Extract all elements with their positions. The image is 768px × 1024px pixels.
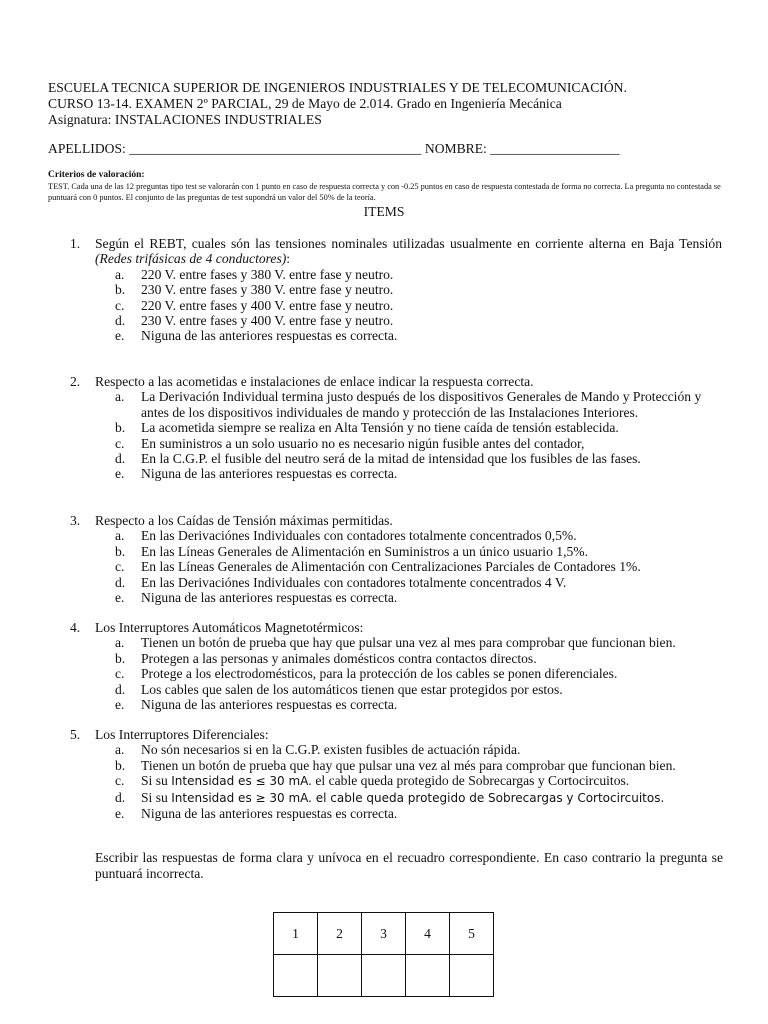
option-e: e. Niguna de las anteriores respuestas es correcta.	[115, 806, 398, 822]
option-e: e. Niguna de las anteriores respuestas es correcta.	[115, 466, 398, 482]
answer-table-answer-row	[274, 955, 494, 997]
question-stem: 2. Respecto a las acometidas e instalaciones de enlace indicar la respuesta correcta.	[70, 374, 534, 389]
question-stem: 4. Los Interruptores Automáticos Magnetotérmicos:	[70, 620, 364, 635]
name-field[interactable]: ___________________	[490, 141, 620, 156]
option-e: e. Niguna de las anteriores respuestas es correcta.	[115, 590, 398, 606]
option-a: a. No són necesarios si en la C.G.P. existen fusibles de actuación rápida.	[115, 742, 521, 758]
answer-box-1[interactable]	[274, 955, 318, 997]
answer-header-2: 2	[318, 913, 362, 955]
option-a: a. La Derivación Individual termina justo después de los dispositivos Generales de Mando y Protección y antes de los dispositivos individuales de mando y protección de las Instalaciones Interiores.	[115, 389, 702, 420]
answer-header-4: 4	[406, 913, 450, 955]
option-b: b. Protegen a las personas y animales domésticos contra contactos directos.	[115, 650, 537, 666]
surname-field[interactable]: ___________________________________________	[129, 141, 422, 156]
answer-header-1: 1	[274, 913, 318, 955]
option-c: c. En suministros a un solo usuario no es necesario nigún fusible antes del contador,	[115, 435, 585, 451]
option-a: a. En las Derivaciónes Individuales con contadores totalmente concentrados 0,5%.	[115, 528, 577, 544]
question-stem: 5. Los Interruptores Diferenciales:	[70, 727, 269, 742]
option-c: c. En las Líneas Generales de Alimentación con Centralizaciones Parciales de Contadores 1%.	[115, 559, 641, 575]
exam-header	[48, 80, 627, 128]
criteria-text: TEST. Cada una de las 12 preguntas tipo test se valorarán con 1 punto en caso de respuesta correcta y con -0.25 puntos en caso de respuesta contestada de forma no correcta. La pregunta no contestada se puntuará con 0 puntos. El conjunto de las preguntas de test supondrá un valor del 50% de la teoría.	[48, 182, 721, 202]
course-exam-line: CURSO 13-14. EXAMEN 2º PARCIAL, 29 de Mayo de 2.014. Grado en Ingeniería Mecánica	[48, 96, 562, 111]
option-e: e. Niguna de las anteriores respuestas es correcta.	[115, 697, 398, 713]
option-d: d. En las Derivaciónes Individuales con contadores totalmente concentrados 4 V.	[115, 574, 567, 590]
question-stem-note: (Redes trifásicas de 4 conductores)	[95, 251, 287, 267]
answer-box-2[interactable]	[318, 955, 362, 997]
answer-table	[273, 912, 494, 997]
items-title: ITEMS	[363, 204, 405, 219]
answer-box-4[interactable]	[406, 955, 450, 997]
question-number: 5.	[70, 727, 81, 742]
question-number: 3.	[70, 513, 81, 528]
subject-line: Asignatura: INSTALACIONES INDUSTRIALES	[48, 112, 322, 127]
name-label: NOMBRE:	[424, 141, 487, 156]
question-2	[70, 374, 722, 482]
question-number: 1.	[70, 236, 81, 251]
option-a: a. 220 V. entre fases y 380 V. entre fase y neutro.	[115, 266, 394, 282]
option-d: d. En la C.G.P. el fusible del neutro será de la mitad de intensidad que los fusibles de las fases.	[115, 451, 641, 467]
answer-header-3: 3	[362, 913, 406, 955]
option-c: c. Protege a los electrodomésticos, para la protección de los cables se ponen diferenciales.	[115, 666, 618, 682]
answer-box-3[interactable]	[362, 955, 406, 997]
option-c: c. 220 V. entre fases y 400 V. entre fase y neutro.	[115, 297, 394, 313]
question-number: 4.	[70, 620, 81, 635]
question-1	[70, 236, 722, 344]
question-stem: 1. Según el REBT, cuales són las tensiones nominales utilizadas usualmente en corriente alterna en Baja Tensión (Redes trifásicas de 4 conductores):	[70, 236, 722, 267]
option-b: b. La acometida siempre se realiza en Alta Tensión y no tiene caída de tensión establecida.	[115, 420, 619, 436]
option-b: b. Tienen un botón de prueba que hay que pulsar una vez al més para comprobar que funcionan bien.	[115, 757, 676, 773]
question-4	[70, 620, 722, 712]
question-5	[70, 727, 722, 821]
option-d: d. 230 V. entre fases y 400 V. entre fase y neutro.	[115, 313, 394, 329]
option-a: a. Tienen un botón de prueba que hay que pulsar una vez al mes para comprobar que funcionan bien.	[115, 635, 676, 651]
option-c: c. Si su Intensidad es ≤ 30 mA. el cable queda protegido de Sobrecargas y Cortocircuitos.	[115, 773, 630, 789]
answer-table-header-row	[274, 913, 494, 955]
option-b: b. 230 V. entre fases y 380 V. entre fase y neutro.	[115, 282, 394, 298]
option-e: e. Niguna de las anteriores respuestas es correcta.	[115, 328, 398, 344]
option-b: b. En las Líneas Generales de Alimentación en Suministros a un único usuario 1,5%.	[115, 543, 588, 559]
answer-box-5[interactable]	[450, 955, 494, 997]
answer-instructions: Escribir las respuestas de forma clara y unívoca en el recuadro correspondiente. En caso contrario la pregunta se puntuará incorrecta.	[95, 850, 723, 881]
surname-label: APELLIDOS:	[48, 141, 126, 156]
student-identification	[48, 141, 619, 157]
question-3	[70, 513, 722, 605]
option-d: d. Si su Intensidad es ≥ 30 mA. el cable queda protegido de Sobrecargas y Cortocircuitos.	[115, 789, 665, 805]
option-d: d. Los cables que salen de los automáticos tienen que estar protegidos por estos.	[115, 681, 563, 697]
answer-header-5: 5	[450, 913, 494, 955]
question-stem: 3. Respecto a los Caídas de Tensión máximas permitidas.	[70, 513, 393, 528]
question-number: 2.	[70, 374, 81, 389]
grading-criteria	[48, 170, 728, 203]
school-name: ESCUELA TECNICA SUPERIOR DE INGENIEROS INDUSTRIALES Y DE TELECOMUNICACIÓN.	[48, 80, 627, 95]
criteria-title: Criterios de valoración:	[48, 170, 145, 180]
